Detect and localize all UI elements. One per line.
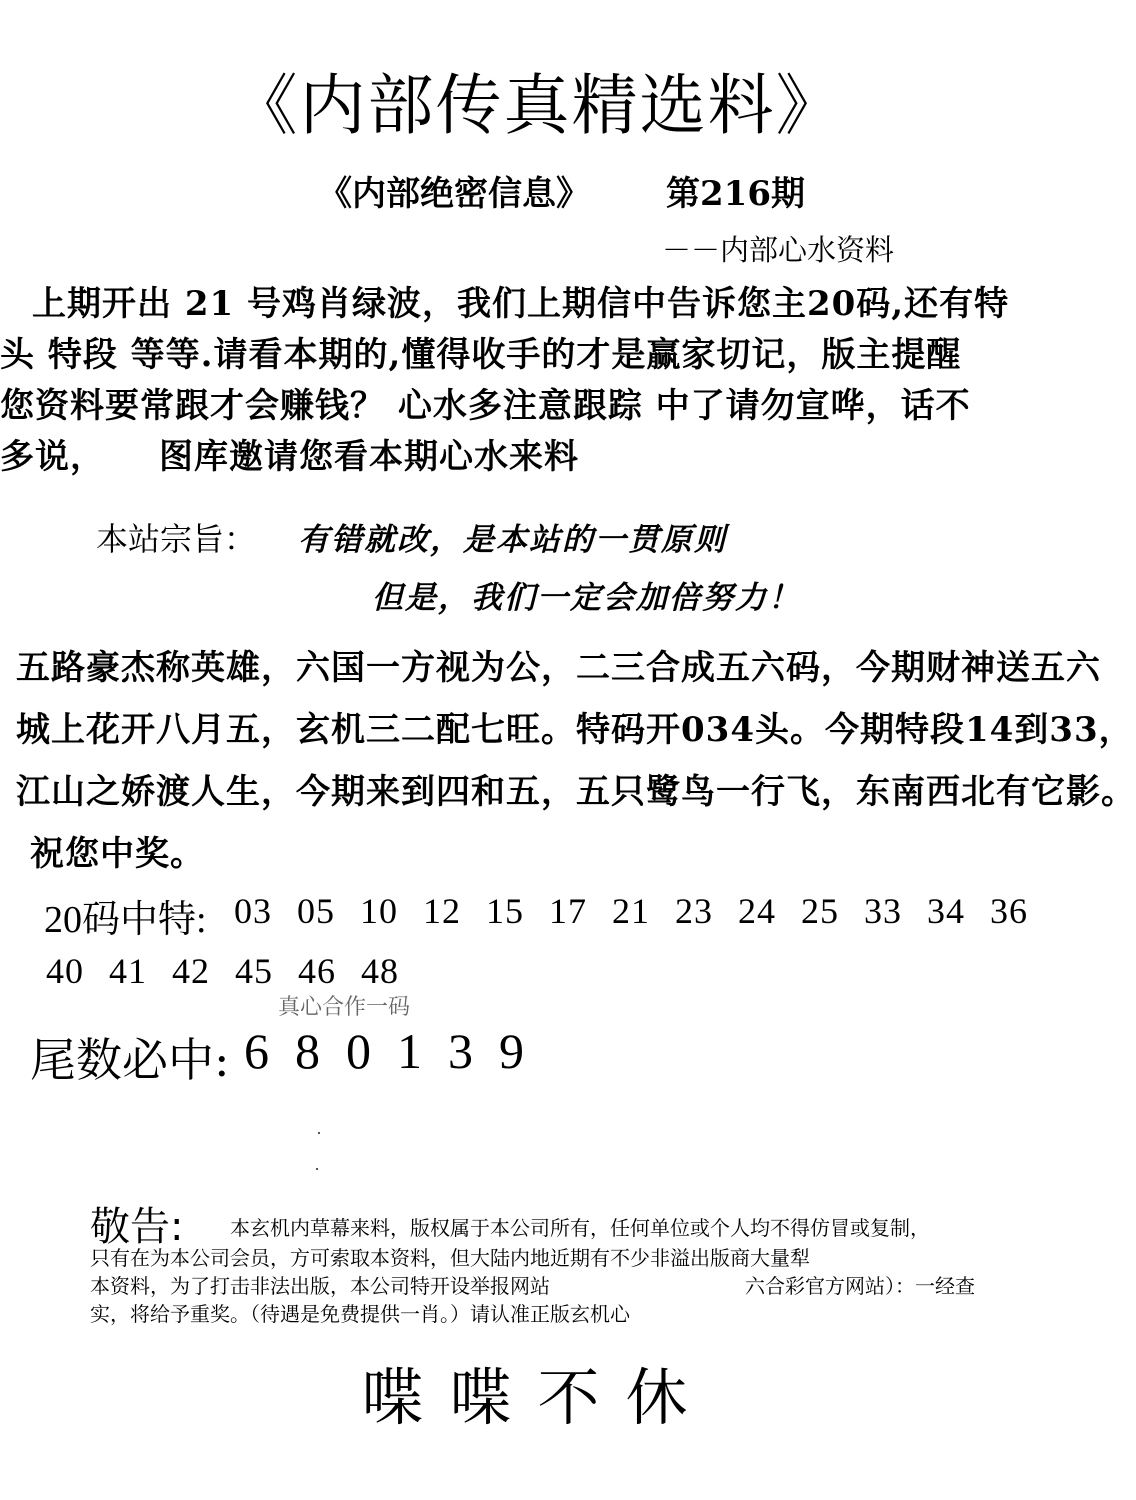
poem-line-3: 江山之娇渡人生，今期来到四和五，五只鹭鸟一行飞，东南西北有它影。	[16, 772, 1136, 812]
code-number: 40	[46, 951, 84, 991]
notice-line-3-end: 六合彩官方网站）：一经查	[745, 1274, 975, 1298]
code-number: 10	[360, 891, 398, 931]
poem-line-2: 城上花开八月五，玄机三二配七旺。特码开034头。今期特段14到33，	[16, 710, 1134, 750]
intro-line-4	[0, 429, 579, 478]
source-line: －－内部心水资料	[662, 233, 895, 267]
poem-line-4: 祝您中奖。	[30, 834, 205, 874]
notice-line-1: 本玄机内草幕来料，版权属于本公司所有，任何单位或个人均不得仿冒或复制，	[230, 1216, 930, 1240]
tenet-line-1: 有错就改，是本站的一贯原则	[298, 522, 727, 558]
speck	[316, 1168, 318, 1170]
code-number: 25	[801, 891, 839, 931]
tail-digit: 6	[244, 1023, 269, 1079]
intro-line-4-start: 多说，	[0, 437, 105, 477]
code-number: 05	[297, 891, 335, 931]
code-number: 24	[738, 891, 776, 931]
code-number: 45	[235, 951, 273, 991]
code-number: 48	[361, 951, 399, 991]
code-number: 12	[423, 891, 461, 931]
notice-line-3: 本资料，为了打击非法出版，本公司特开设举报网站	[90, 1274, 550, 1298]
speck	[318, 1132, 320, 1134]
code-number: 34	[927, 891, 965, 931]
tenet-line-2: 但是，我们一定会加倍努力！	[372, 580, 801, 616]
closing-phrase: 喋喋不休	[361, 1361, 714, 1434]
tail-digit: 1	[397, 1023, 422, 1079]
page-title: 《内部传真精选料》	[231, 67, 844, 144]
tail-digit: 3	[448, 1023, 473, 1079]
intro-line-1: 上期开出 21 号鸡肖绿波，我们上期信中告诉您主20码,还有特	[32, 284, 1010, 324]
issue-number: 第216期	[666, 174, 805, 214]
intro-line-2: 头 特段 等等.请看本期的,懂得收手的才是赢家切记，版主提醒	[0, 335, 962, 375]
code-number: 42	[172, 951, 210, 991]
code-number: 23	[675, 891, 713, 931]
code-number: 03	[234, 891, 272, 931]
codes-label: 20码中特:	[44, 899, 207, 941]
code-number: 46	[298, 951, 336, 991]
poem-line-1: 五路豪杰称英雄，六国一方视为公，二三合成五六码，今期财神送五六	[16, 648, 1101, 688]
tail-digit: 0	[346, 1023, 371, 1079]
code-number: 41	[109, 951, 147, 991]
code-number: 21	[612, 891, 650, 931]
intro-line-3: 您资料要常跟才会赚钱？ 心水多注意跟踪 中了请勿宣哗，话不	[0, 386, 971, 426]
intro-line-4-end: 图库邀请您看本期心水来料	[159, 437, 579, 477]
code-number: 36	[990, 891, 1028, 931]
notice-line-4: 实，将给予重奖。（待遇是免费提供一肖。）请认准正版玄机心	[90, 1302, 630, 1326]
faint-note: 真心合作一码	[278, 995, 411, 1020]
tail-digit: 8	[295, 1023, 320, 1079]
subtitle: 《内部绝密信息》	[318, 174, 590, 214]
code-number: 17	[549, 891, 587, 931]
code-number: 15	[486, 891, 524, 931]
notice-line-2: 只有在为本公司会员，方可索取本资料，但大陆内地近期有不少非溢出版商大量犁	[90, 1246, 810, 1270]
code-number: 33	[864, 891, 902, 931]
notice-label: 敬告:	[90, 1204, 184, 1250]
tenet-label: 本站宗旨：	[96, 520, 257, 558]
tail-label: 尾数必中:	[30, 1033, 230, 1087]
tail-digit: 9	[499, 1023, 524, 1079]
